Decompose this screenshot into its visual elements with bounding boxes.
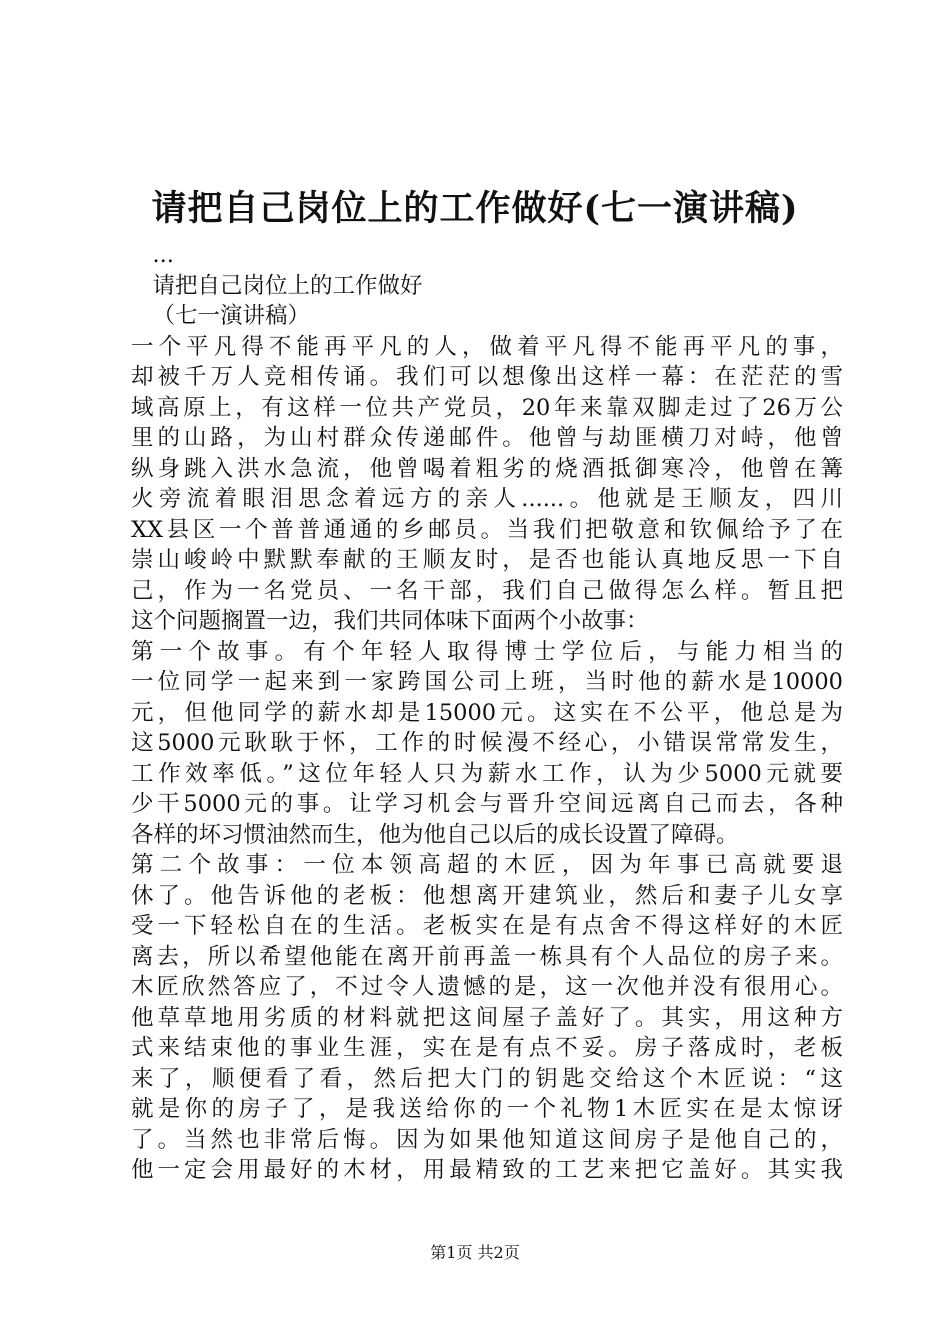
body-line: 了。当然也非常后悔。因为如果他知道这间房子是他自己的， [131, 1126, 843, 1153]
body-line: 域高原上，有这样一位共产党员，20年来靠双脚走过了26万公 [131, 394, 843, 421]
body-line: XX县区一个普普通通的乡邮员。当我们把敬意和钦佩给予了在 [131, 516, 843, 543]
body-line: 却被千万人竞相传诵。我们可以想像出这样一幕：在茫茫的雪 [131, 364, 843, 390]
document-title: 请把自己岗位上的工作做好(七一演讲稿) [151, 188, 799, 229]
body-line: 受一下轻松自在的生活。老板实在是有点舍不得这样好的木匠 [131, 913, 843, 939]
body-line: 他草草地用劣质的材料就把这间屋子盖好了。其实，用这种方 [131, 1004, 843, 1031]
body-line: 请把自己岗位上的工作做好 [131, 272, 423, 299]
body-line: 火旁流着眼泪思念着远方的亲人......。他就是王顺友，四川 [131, 486, 843, 512]
page-footer: 第1页 共2页 [430, 1243, 520, 1262]
body-line: 式来结束他的事业生涯，实在是有点不妥。房子落成时，老板 [131, 1035, 843, 1061]
body-line: 这个问题搁置一边，我们共同体味下面两个小故事： [131, 608, 649, 634]
body-line: 己，作为一名党员、一名干部，我们自己做得怎么样。暂且把 [131, 577, 843, 604]
body-line: 第二个故事：一位本领高超的木匠，因为年事已高就要退 [131, 852, 843, 878]
body-line: 木匠欣然答应了，不过令人遗憾的是，这一次他并没有很用心。 [131, 974, 843, 1000]
body-line: 一位同学一起来到一家跨国公司上班，当时他的薪水是10000 [131, 669, 843, 695]
body-line: 就是你的房子了，是我送给你的一个礼物1木匠实在是太惊讶 [131, 1096, 843, 1122]
body-line: 一个平凡得不能再平凡的人，做着平凡得不能再平凡的事， [131, 333, 843, 360]
body-line: 工作效率低。”这位年轻人只为薪水工作，认为少5000元就要 [131, 760, 843, 787]
body-line: 来了，顺便看了看，然后把大门的钥匙交给这个木匠说：“这 [131, 1065, 843, 1092]
body-line: 他一定会用最好的木材，用最精致的工艺来把它盖好。其实我 [131, 1157, 843, 1183]
body-line: 第一个故事。有个年轻人取得博士学位后，与能力相当的 [131, 638, 843, 665]
body-line: 这5000元耿耿于怀，工作的时候漫不经心，小错误常常发生， [131, 730, 843, 756]
body-line: 里的山路，为山村群众传递邮件。他曾与劫匪横刀对峙，他曾 [131, 425, 843, 451]
body-line: 元，但他同学的薪水却是15000元。这实在不公平，他总是为 [131, 699, 843, 726]
body-line: ... [131, 242, 174, 268]
document-body [131, 240, 843, 1186]
body-line: 少干5000元的事。让学习机会与晋升空间远离自己而去，各种 [131, 791, 843, 817]
body-line: 休了。他告诉他的老板：他想离开建筑业，然后和妻子儿女享 [131, 882, 843, 909]
body-line: 纵身跳入洪水急流，他曾喝着粗劣的烧酒抵御寒冷，他曾在篝 [131, 455, 843, 482]
body-line: （七一演讲稿） [131, 303, 310, 329]
body-line: 崇山峻岭中默默奉献的王顺友时，是否也能认真地反思一下自 [131, 547, 843, 573]
body-line: 离去，所以希望他能在离开前再盖一栋具有个人品位的房子来。 [131, 943, 843, 970]
body-line: 各样的坏习惯油然而生，他为他自己以后的成长设置了障碍。 [131, 821, 739, 848]
